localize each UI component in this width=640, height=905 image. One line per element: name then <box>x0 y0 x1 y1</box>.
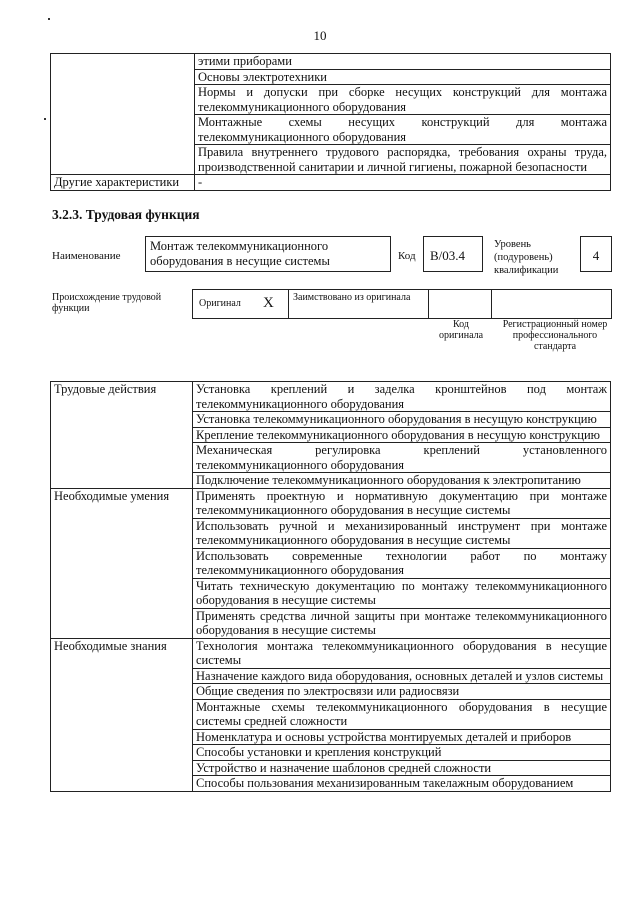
top-table <box>50 53 611 191</box>
row-label: Необходимые знания <box>51 638 193 791</box>
list-item: Установка креплений и заделка кронштейнов под монтаж телекоммуникационного оборудования <box>193 382 611 412</box>
table-row <box>51 54 611 70</box>
level-value: 4 <box>592 248 600 263</box>
list-item: Правила внутреннего трудового распорядка, требования охраны труда, производственной санитарии и личной гигиены, пожарной безопасности <box>195 145 611 175</box>
list-item: Способы пользования механизированным такелажным оборудованием <box>193 776 611 792</box>
other-characteristics-value: - <box>195 175 611 191</box>
level-value-box <box>580 236 612 272</box>
list-item: Крепление телекоммуникационного оборудования в несущую конструкцию <box>193 427 611 443</box>
scan-dot <box>48 18 50 20</box>
origin-label: Происхождение трудовой функции <box>52 292 162 314</box>
reg-caption: Регистрационный номер профессионального стандарта <box>502 319 608 352</box>
code-caption: Код оригинала <box>438 319 484 341</box>
list-item: Читать техническую документацию по монтажу телекоммуникационного оборудования в несущие системы <box>193 578 611 608</box>
origin-code-box <box>428 289 492 319</box>
list-item: Нормы и допуски при сборке несущих конструкций для монтажа телекоммуникационного оборудования <box>195 85 611 115</box>
list-item: этими приборами <box>195 54 611 70</box>
origin-reg-box <box>491 289 612 319</box>
table-row <box>51 382 611 412</box>
list-item: Общие сведения по электросвязи или радиосвязи <box>193 684 611 700</box>
code-value-box <box>423 236 483 272</box>
list-item: Номенклатура и основы устройства монтируемых деталей и приборов <box>193 729 611 745</box>
origin-borrowed-box <box>288 289 429 319</box>
row-label: Трудовые действия <box>51 382 193 489</box>
code-label: Код <box>398 250 416 262</box>
list-item: Монтажные схемы телекоммуникационного оборудования в несущие системы средней сложности <box>193 699 611 729</box>
list-item: Установка телекоммуникационного оборудования в несущую конструкцию <box>193 412 611 428</box>
table-row <box>51 638 611 668</box>
other-characteristics-label: Другие характеристики <box>51 175 195 191</box>
table-row <box>51 175 611 191</box>
origin-original-box <box>192 289 289 319</box>
list-item: Использовать ручной и механизированный инструмент при монтаже телекоммуникационного оборудования в несущие системы <box>193 518 611 548</box>
list-item: Способы установки и крепления конструкций <box>193 745 611 761</box>
section-title: 3.2.3. Трудовая функция <box>52 207 200 222</box>
row-label: Необходимые умения <box>51 488 193 638</box>
list-item: Назначение каждого вида оборудования, основных деталей и узлов системы <box>193 668 611 684</box>
name-value-box <box>145 236 391 272</box>
name-label: Наименование <box>52 250 121 262</box>
list-item: Монтажные схемы несущих конструкций для монтажа телекоммуникационного оборудования <box>195 115 611 145</box>
list-item: Использовать современные технологии работ по монтажу телекоммуникационного оборудования <box>193 548 611 578</box>
level-label: Уровень (подуровень) квалификации <box>494 239 559 276</box>
list-item: Применять средства личной защиты при монтаже телекоммуникационного оборудования в несущие системы <box>193 608 611 638</box>
original-label: Оригинал <box>199 298 241 309</box>
function-name: Монтаж телекоммуникационного оборудования в несущие системы <box>150 239 330 268</box>
list-item: Основы электротехники <box>195 69 611 85</box>
list-item: Технология монтажа телекоммуникационного оборудования в несущие системы <box>193 638 611 668</box>
table-cell-empty <box>51 54 195 175</box>
borrowed-label: Заимствовано из оригинала <box>293 292 411 303</box>
list-item: Применять проектную и нормативную документацию при монтаже телекоммуникационного оборудования в несущие системы <box>193 488 611 518</box>
list-item: Устройство и назначение шаблонов средней сложности <box>193 760 611 776</box>
scan-dot <box>44 118 46 120</box>
original-mark: X <box>263 295 274 311</box>
table-row <box>51 488 611 518</box>
list-item: Подключение телекоммуникационного оборудования к электропитанию <box>193 473 611 489</box>
list-item: Механическая регулировка креплений установленного телекоммуникационного оборудования <box>193 443 611 473</box>
page-number: 10 <box>313 28 327 43</box>
main-table <box>50 381 611 792</box>
code-value: В/03.4 <box>430 248 466 263</box>
